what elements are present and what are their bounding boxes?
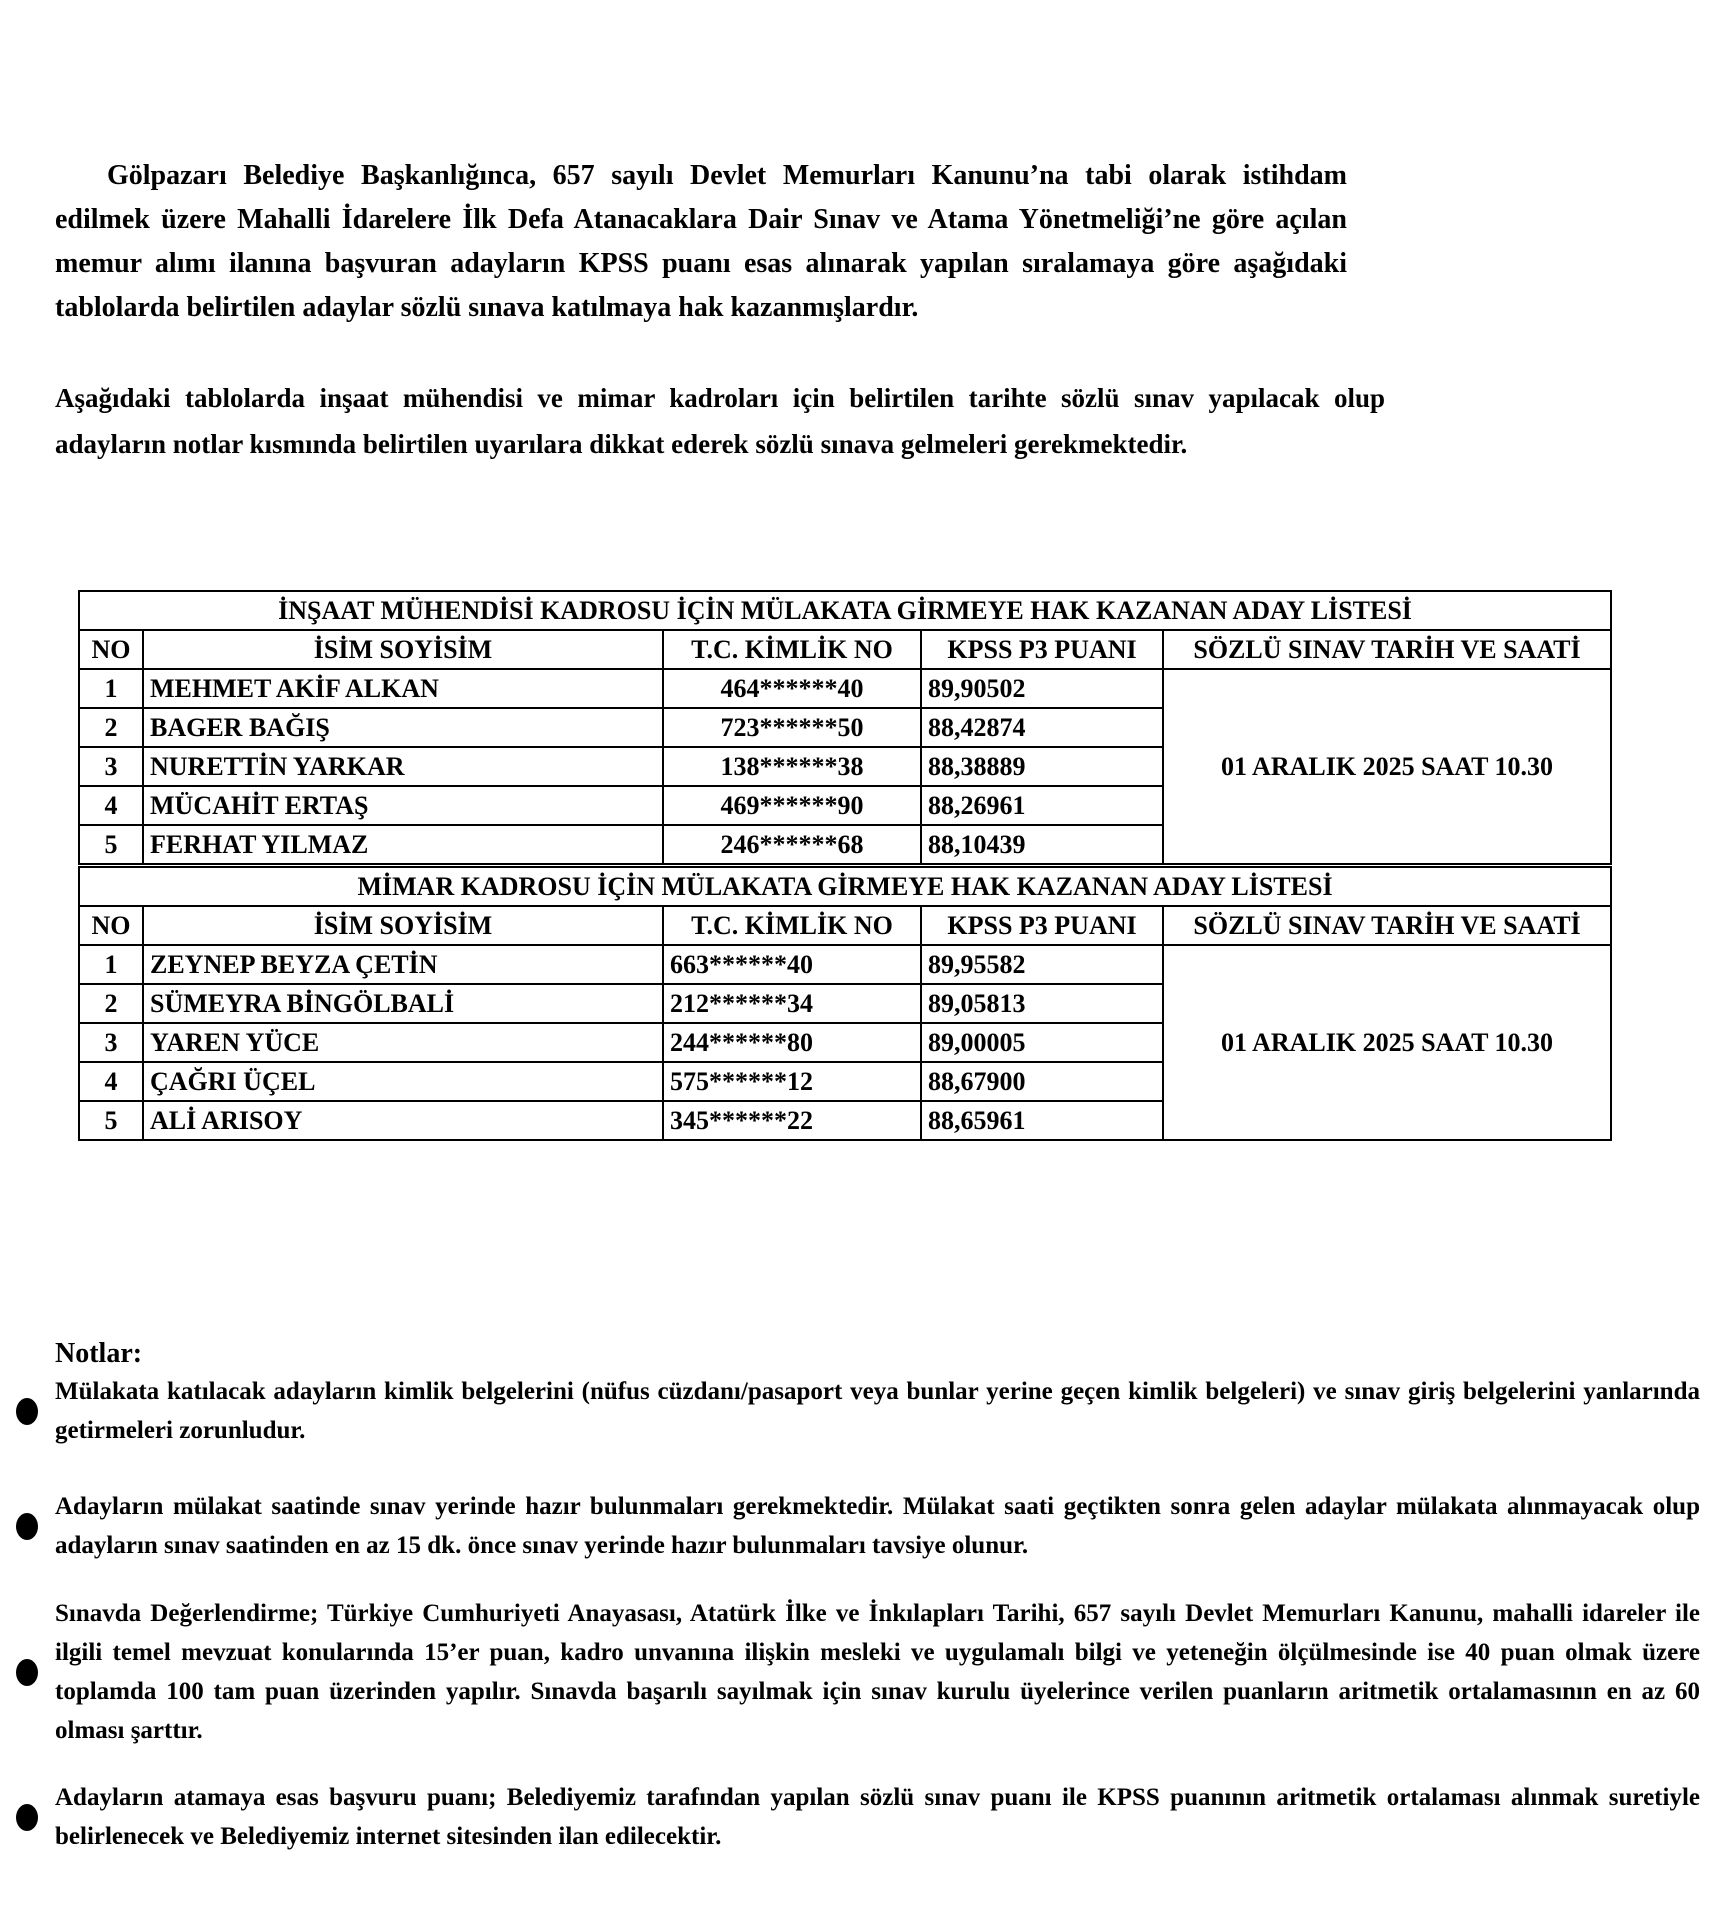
cell-name: ÇAĞRI ÜÇEL [143,1062,663,1101]
intro-paragraph-1: Gölpazarı Belediye Başkanlığınca, 657 sayılı Devlet Memurları Kanunu’na tabi olarak istihdam edilmek üzere Mahalli İdarelere İlk Defa Atanacaklara Dair Sınav ve Atama Yönetmeliği’ne göre açılan memur alımı ilanına başvuran adayların KPSS puanı esas alınarak yapılan sıralamaya göre aşağıdaki tablolarda belirtilen adaylar sözlü sınava katılmaya hak kazanmışlardır. [55,160,1347,323]
cell-no: 1 [79,945,143,984]
note-item [16,1372,1700,1450]
cell-kpss: 88,65961 [921,1101,1163,1140]
cell-tc: 464******40 [663,669,921,708]
engineer-candidates-table [78,590,1612,865]
cell-tc: 138******38 [663,747,921,786]
cell-no: 2 [79,984,143,1023]
cell-kpss: 88,26961 [921,786,1163,825]
bullet-icon [16,1513,38,1540]
cell-name: SÜMEYRA BİNGÖLBALİ [143,984,663,1023]
note-text: Adayların atamaya esas başvuru puanı; Belediyemiz tarafından yapılan sözlü sınav puanı ile KPSS puanının aritmetik ortalaması alınmak suretiyle belirlenecek ve Belediyemiz internet sitesinden ilan edilecektir. [55,1784,1700,1850]
cell-kpss: 88,67900 [921,1062,1163,1101]
cell-kpss: 89,90502 [921,669,1163,708]
cell-kpss: 88,38889 [921,747,1163,786]
column-header-kpss: KPSS P3 PUANI [921,906,1163,945]
cell-tc: 723******50 [663,708,921,747]
table-title: İNŞAAT MÜHENDİSİ KADROSU İÇİN MÜLAKATA GİRMEYE HAK KAZANAN ADAY LİSTESİ [79,591,1611,630]
cell-name: MÜCAHİT ERTAŞ [143,786,663,825]
cell-name: ALİ ARISOY [143,1101,663,1140]
cell-tc: 244******80 [663,1023,921,1062]
cell-name: MEHMET AKİF ALKAN [143,669,663,708]
table-header-row [79,906,1611,945]
note-item [16,1594,1700,1750]
cell-tc: 246******68 [663,825,921,864]
note-item [16,1487,1700,1565]
notes-heading: Notlar: [55,1338,143,1369]
cell-name: FERHAT YILMAZ [143,825,663,864]
column-header-name: İSİM SOYİSİM [143,630,663,669]
cell-no: 4 [79,786,143,825]
cell-tc: 469******90 [663,786,921,825]
column-header-tc: T.C. KİMLİK NO [663,906,921,945]
cell-kpss: 88,10439 [921,825,1163,864]
exam-datetime-cell: 01 ARALIK 2025 SAAT 10.30 [1163,669,1611,864]
table-title-row [79,591,1611,630]
note-text: Sınavda Değerlendirme; Türkiye Cumhuriyeti Anayasası, Atatürk İlke ve İnkılapları Tarihi, 657 sayılı Devlet Memurları Kanunu, mahalli idareler ile ilgili temel mevzuat konularında 15’er puan, kadro unvanına ilişkin mesleki ve uygulamalı bilgi ve yeteneğin ölçülmesinde ise 40 puan olmak üzere toplamda 100 tam puan üzerinden yapılır. Sınavda başarılı sayılmak için sınav kurulu üyelerince verilen puanların aritmetik ortalamasının en az 60 olması şarttır. [55,1600,1700,1744]
bullet-icon [16,1398,38,1425]
architect-candidates-table [78,866,1612,1141]
column-header-no: NO [79,630,143,669]
cell-name: YAREN YÜCE [143,1023,663,1062]
cell-no: 3 [79,747,143,786]
cell-no: 5 [79,825,143,864]
column-header-name: İSİM SOYİSİM [143,906,663,945]
cell-no: 4 [79,1062,143,1101]
cell-kpss: 89,00005 [921,1023,1163,1062]
table-header-row [79,630,1611,669]
note-text: Mülakata katılacak adayların kimlik belgelerini (nüfus cüzdanı/pasaport veya bunlar yerine geçen kimlik belgeleri) ve sınav giriş belgelerini yanlarında getirmeleri zorunludur. [55,1378,1700,1444]
table-title: MİMAR KADROSU İÇİN MÜLAKATA GİRMEYE HAK KAZANAN ADAY LİSTESİ [79,867,1611,906]
table-title-row [79,867,1611,906]
column-header-kpss: KPSS P3 PUANI [921,630,1163,669]
cell-kpss: 88,42874 [921,708,1163,747]
column-header-no: NO [79,906,143,945]
cell-no: 3 [79,1023,143,1062]
note-text: Adayların mülakat saatinde sınav yerinde hazır bulunmaları gerekmektedir. Mülakat saati geçtikten sonra gelen adaylar mülakata alınmayacak olup adayların sınav saatinden en az 15 dk. önce sınav yerinde hazır bulunmaları tavsiye olunur. [55,1493,1700,1559]
cell-tc: 345******22 [663,1101,921,1140]
cell-tc: 663******40 [663,945,921,984]
cell-name: NURETTİN YARKAR [143,747,663,786]
exam-datetime-cell: 01 ARALIK 2025 SAAT 10.30 [1163,945,1611,1140]
cell-kpss: 89,05813 [921,984,1163,1023]
cell-no: 5 [79,1101,143,1140]
column-header-tc: T.C. KİMLİK NO [663,630,921,669]
column-header-date: SÖZLÜ SINAV TARİH VE SAATİ [1163,630,1611,669]
column-header-date: SÖZLÜ SINAV TARİH VE SAATİ [1163,906,1611,945]
cell-name: BAGER BAĞIŞ [143,708,663,747]
cell-tc: 212******34 [663,984,921,1023]
bullet-icon [16,1659,38,1686]
bullet-icon [16,1804,38,1831]
note-item [16,1778,1700,1856]
table-row [79,669,1611,708]
cell-name: ZEYNEP BEYZA ÇETİN [143,945,663,984]
cell-no: 1 [79,669,143,708]
cell-kpss: 89,95582 [921,945,1163,984]
cell-no: 2 [79,708,143,747]
table-row [79,945,1611,984]
intro-paragraph-2: Aşağıdaki tablolarda inşaat mühendisi ve mimar kadroları için belirtilen tarihte sözlü sınav yapılacak olup adayların notlar kısmında belirtilen uyarılara dikkat ederek sözlü sınava gelmeleri gerekmektedir. [55,383,1385,459]
cell-tc: 575******12 [663,1062,921,1101]
